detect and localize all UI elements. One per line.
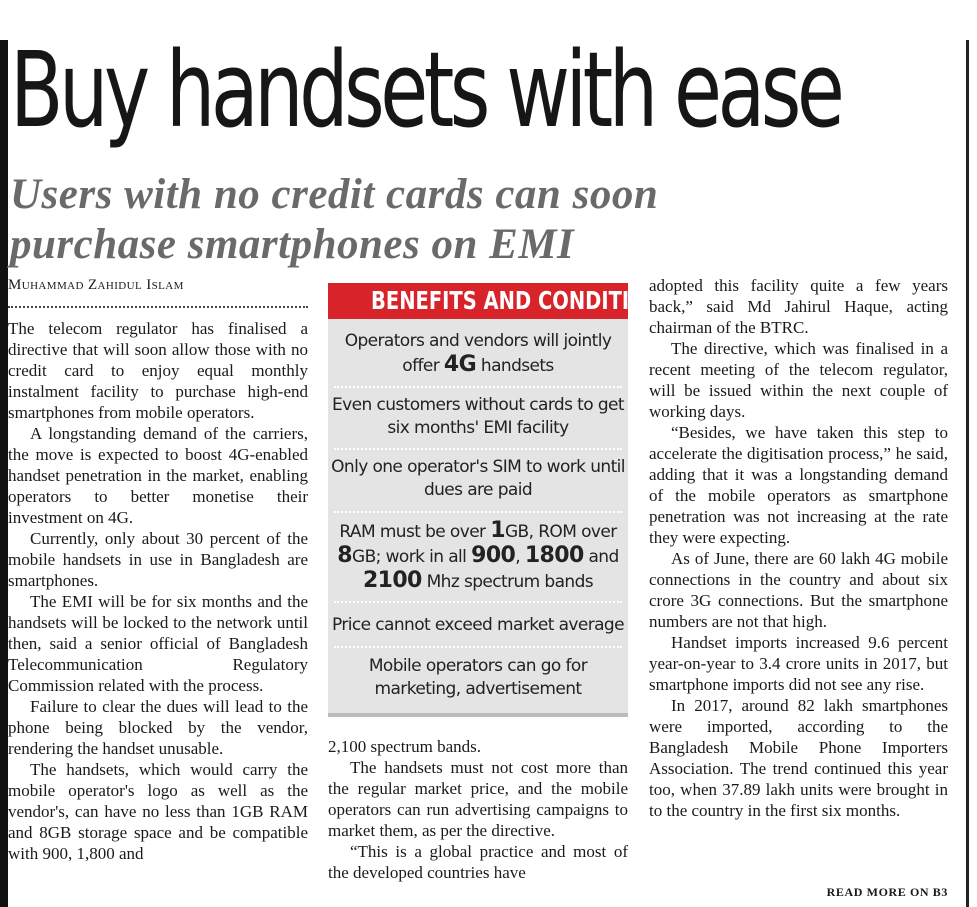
- benefit-item-5: Price cannot exceed market average: [332, 615, 624, 635]
- byline: Muhammad Zahidul Islam: [8, 277, 184, 293]
- box-divider: [334, 601, 622, 603]
- article-column-3: [649, 275, 948, 821]
- paragraph: Handset imports increased 9.6 percent year-on-year to 3.4 crore units in 2017, but smartphone imports did not see any rise.: [649, 633, 948, 694]
- paragraph: The EMI will be for six months and the handsets will be locked to the network until then, said a senior official of Bangladesh Telecommunication Regulatory Commission related with the process.: [8, 592, 308, 695]
- article-column-2: [328, 736, 628, 883]
- paragraph: Currently, only about 30 percent of the mobile handsets in use in Bangladesh are smartphones.: [8, 529, 308, 590]
- box-divider: [334, 386, 622, 388]
- byline-divider: [8, 306, 308, 308]
- benefit-item-3: Only one operator's SIM to work until dues are paid: [331, 457, 625, 500]
- benefit-item-1: Operators and vendors will jointly offer 4G handsets: [344, 331, 612, 377]
- headline: Buy handsets with ease: [10, 29, 841, 151]
- page-edge-right: [966, 40, 969, 907]
- benefit-item-6: Mobile operators can go for marketing, advertisement: [368, 656, 588, 699]
- box-divider: [334, 448, 622, 450]
- paragraph: The directive, which was finalised in a recent meeting of the telecom regulator, will be issued within the next couple of working days.: [649, 339, 948, 421]
- paragraph: “Besides, we have taken this step to accelerate the digitisation process,” he said, adding that it was a longstanding demand of the mobile operators as smartphone penetration was not increasing at the rate they were expecting.: [649, 423, 948, 547]
- subheadline: Users with no credit cards can soon purchase smartphones on EMI: [10, 171, 659, 268]
- benefit-item-2: Even customers without cards to get six months' EMI facility: [332, 395, 624, 438]
- page-edge-left: [0, 40, 8, 907]
- paragraph: Failure to clear the dues will lead to the phone being blocked by the vendor, rendering the handset unusable.: [8, 697, 308, 758]
- paragraph: The handsets must not cost more than the regular market price, and the mobile operators can run advertising campaigns to market them, as per the directive.: [328, 758, 628, 840]
- paragraph: In 2017, around 82 lakh smartphones were imported, according to the Bangladesh Mobile Phone Importers Association. The trend continued this year too, when 37.89 lakh units were brought in to the country in the first six months.: [649, 696, 948, 820]
- benefits-box-title: BENEFITS AND CONDITIONS: [328, 283, 628, 319]
- paragraph: 2,100 spectrum bands.: [328, 737, 481, 756]
- box-divider: [334, 511, 622, 513]
- benefits-box: [328, 283, 677, 717]
- article-column-1: [8, 318, 308, 864]
- box-divider: [334, 646, 622, 648]
- paragraph: The telecom regulator has finalised a directive that will soon allow those with no credit card to enjoy equal monthly instalment facility to purchase high-end smartphones from mobile operators.: [8, 319, 308, 422]
- paragraph: “This is a global practice and most of the developed countries have: [328, 842, 628, 882]
- paragraph: A longstanding demand of the carriers, the move is expected to boost 4G-enabled handset penetration in the market, enabling operators to better monetise their investment on 4G.: [8, 424, 308, 527]
- read-more-link[interactable]: READ MORE ON B3: [826, 885, 948, 899]
- benefit-item-4: RAM must be over 1GB, ROM over 8GB; work in all 900, 1800 and 2100 Mhz spectrum bands: [337, 518, 619, 593]
- paragraph: As of June, there are 60 lakh 4G mobile connections in the country and about six crore 3G connections. But the smartphone numbers are not that high.: [649, 549, 948, 631]
- paragraph: The handsets, which would carry the mobile operator's logo as well as the vendor's, can have no less than 1GB RAM and 8GB storage space and be compatible with 900, 1,800 and: [8, 760, 308, 863]
- paragraph: adopted this facility quite a few years back,” said Md Jahirul Haque, acting chairman of the BTRC.: [649, 276, 948, 337]
